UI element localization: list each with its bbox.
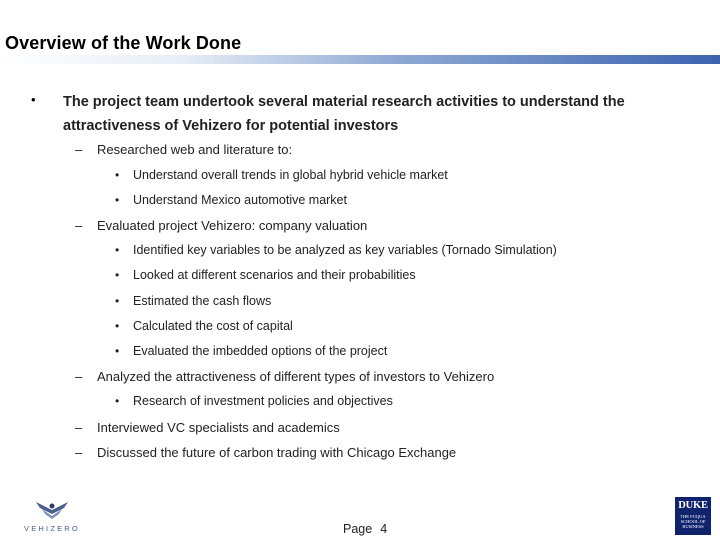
- detail-item-text: Estimated the cash flows: [133, 294, 272, 308]
- detail-item-text: Research of investment policies and objectives: [133, 394, 393, 408]
- sub-item-text: Analyzed the attractiveness of different types of investors to Vehizero: [97, 369, 495, 384]
- page-number: 4: [380, 522, 388, 536]
- detail-item-text: Looked at different scenarios and their probabilities: [133, 268, 416, 282]
- detail-bullet: •: [115, 344, 120, 358]
- sub-item-text: Interviewed VC specialists and academics: [97, 420, 340, 435]
- detail-item-text: Evaluated the imbedded options of the project: [133, 344, 388, 358]
- sub-item-dash: –: [75, 142, 83, 157]
- detail-bullet: •: [115, 268, 120, 282]
- main-bullet-text: The project team undertook several material research activities to understand the attractiveness of Vehizero for potential investors: [63, 94, 625, 134]
- main-bullet-marker: •: [31, 92, 36, 107]
- detail-item-text: Identified key variables to be analyzed as key variables (Tornado Simulation): [133, 243, 557, 257]
- sub-item-dash: –: [75, 420, 83, 435]
- duke-logo-title: DUKE: [678, 500, 708, 511]
- detail-bullet: •: [115, 319, 120, 333]
- page-label: Page: [343, 522, 373, 536]
- sub-item-text: Researched web and literature to:: [97, 142, 293, 157]
- slide-title: Overview of the Work Done: [5, 33, 242, 53]
- detail-item-text: Understand overall trends in global hybrid vehicle market: [133, 168, 448, 182]
- sub-item-dash: –: [75, 369, 83, 384]
- vehizero-logo-text: VEHIZERO: [24, 524, 80, 533]
- duke-logo-subtitle: THE FUQUA SCHOOL OF BUSINESS: [680, 514, 706, 529]
- detail-bullet: •: [115, 394, 120, 408]
- duke-logo: [675, 497, 711, 535]
- sub-item-dash: –: [75, 218, 83, 233]
- detail-bullet: •: [115, 168, 120, 182]
- detail-item-text: Calculated the cost of capital: [133, 319, 293, 333]
- detail-bullet: •: [115, 243, 120, 257]
- title-underline-bar: [0, 55, 720, 64]
- page-indicator: [343, 522, 387, 536]
- sub-item-dash: –: [75, 445, 83, 460]
- detail-bullet: •: [115, 294, 120, 308]
- sub-item-text: Discussed the future of carbon trading with Chicago Exchange: [97, 445, 457, 460]
- vehizero-logo: [14, 498, 90, 534]
- sub-item-text: Evaluated project Vehizero: company valuation: [97, 218, 368, 233]
- detail-item-text: Understand Mexico automotive market: [133, 193, 347, 207]
- detail-bullet: •: [115, 193, 120, 207]
